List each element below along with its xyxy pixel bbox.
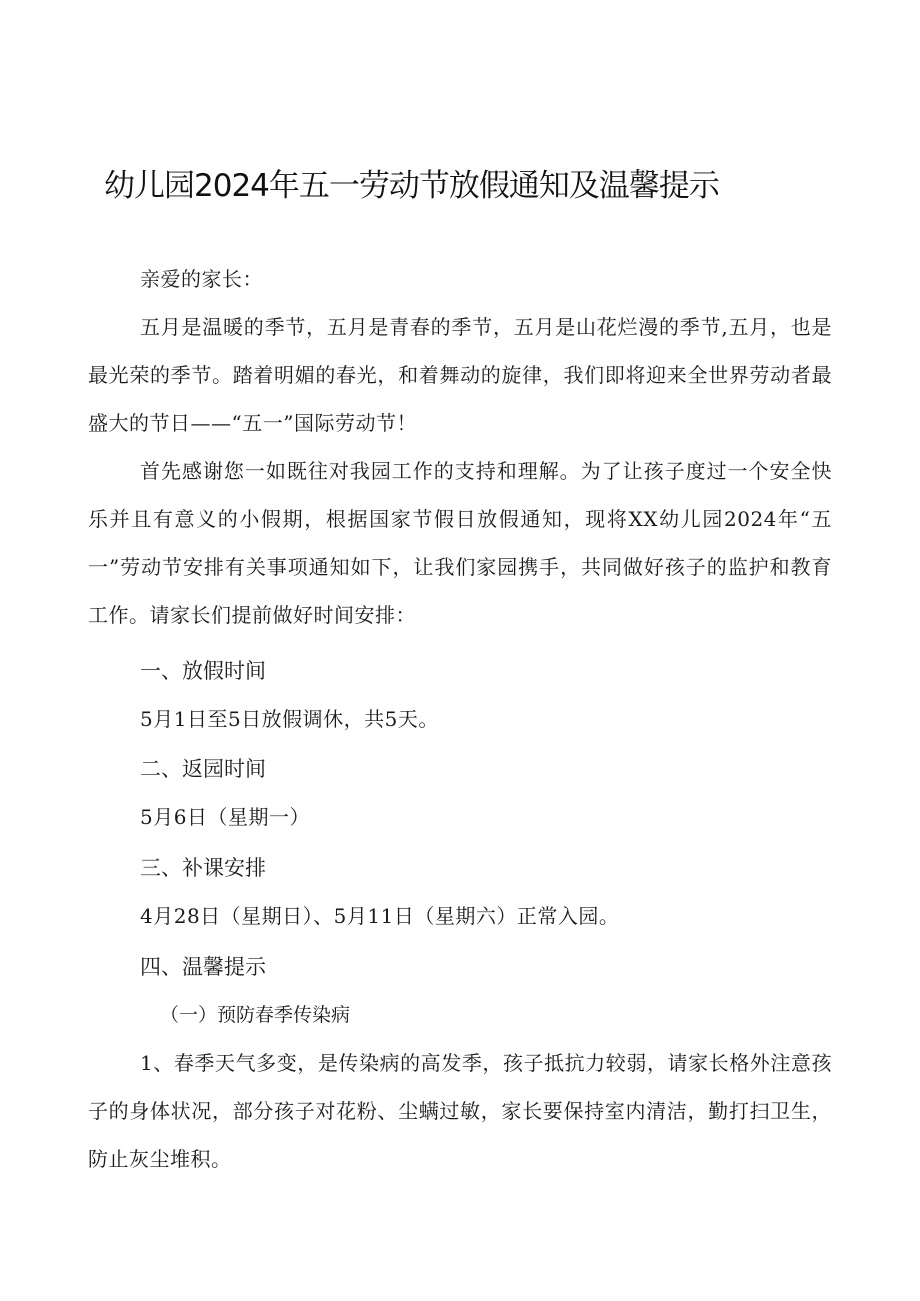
thanks-paragraph: 首先感谢您一如既往对我园工作的支持和理解。为了让孩子度过一个安全快乐并且有意义的小假期，根据国家节假日放假通知，现将XX幼儿园2024年“五一”劳动节安排有关事项通知如下，让我们家园携手，共同做好孩子的监护和教育工作。请家长们提前做好时间安排： <box>88 459 832 627</box>
tips-subheading: （一）预防春季传染病 <box>160 1004 351 1026</box>
tip-paragraph-1: 1、春季天气多变，是传染病的高发季，孩子抵抗力较弱，请家长格外注意孩子的身体状况，部分孩子对花粉、尘螨过敏，家长要保持室内清洁，勤打扫卫生，防止灰尘堆积。 <box>88 1051 832 1171</box>
intro-paragraph: 五月是温暖的季节，五月是青春的季节，五月是山花烂漫的季节,五月，也是最光荣的季节。踏着明媚的春光，和着舞动的旋律，我们即将迎来全世界劳动者最盛大的节日——“五一”国际劳动节！ <box>88 315 832 435</box>
section-heading-return-time: 二、返园时间 <box>140 757 266 781</box>
section-heading-tips: 四、温馨提示 <box>140 955 266 979</box>
section-text-holiday-time: 5月1日至5日放假调休，共5天。 <box>140 707 439 731</box>
section-text-makeup-classes: 4月28日（星期日）、5月11日（星期六）正常入园。 <box>140 904 620 928</box>
section-heading-makeup-classes: 三、补课安排 <box>140 856 266 880</box>
section-text-return-time: 5月6日（星期一） <box>140 805 310 829</box>
section-heading-holiday-time: 一、放假时间 <box>140 659 266 683</box>
greeting: 亲爱的家长： <box>140 267 263 291</box>
document-title: 幼儿园2024年五一劳动节放假通知及温馨提示 <box>104 168 719 204</box>
